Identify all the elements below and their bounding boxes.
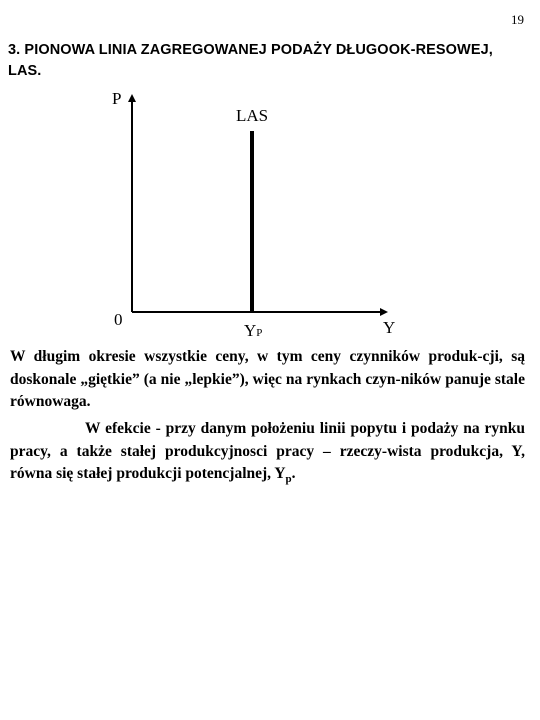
- paragraph-effect-text: W efekcie - przy danym położeniu linii popytu i podaży na rynku pracy, a także stałej produkcyjnosci pracy – rzeczy-wista produkcja, Y, równa się stałej produkcji potencjalnej, Y: [10, 420, 525, 482]
- potential-output-label: [244, 321, 262, 341]
- section-heading: 3. PIONOWA LINIA ZAGREGOWANEJ PODAŻY DŁUGOOK-RESOWEJ, LAS.: [8, 42, 493, 79]
- las-label: LAS: [236, 106, 269, 125]
- origin-label: 0: [114, 310, 123, 329]
- las-diagram-svg: [100, 88, 420, 348]
- paragraph-effect-subscript: p: [285, 473, 292, 485]
- page-number: 19: [511, 12, 524, 27]
- potential-output-main: Y: [244, 321, 257, 340]
- paragraph-effect-end: .: [291, 465, 296, 482]
- potential-output-subscript: P: [256, 327, 263, 339]
- las-diagram: [100, 88, 420, 348]
- paragraph-long-run-prices: W długim okresie wszystkie ceny, w tym ceny czynników produk-cji, są doskonale „giętkie” (a nie „lepkie”), więc na rynkach czyn-ników panuje stale równowaga.: [10, 348, 525, 410]
- y-axis-label: P: [112, 89, 122, 108]
- paragraph-effect: [10, 418, 525, 491]
- x-axis-label: Y: [383, 318, 396, 337]
